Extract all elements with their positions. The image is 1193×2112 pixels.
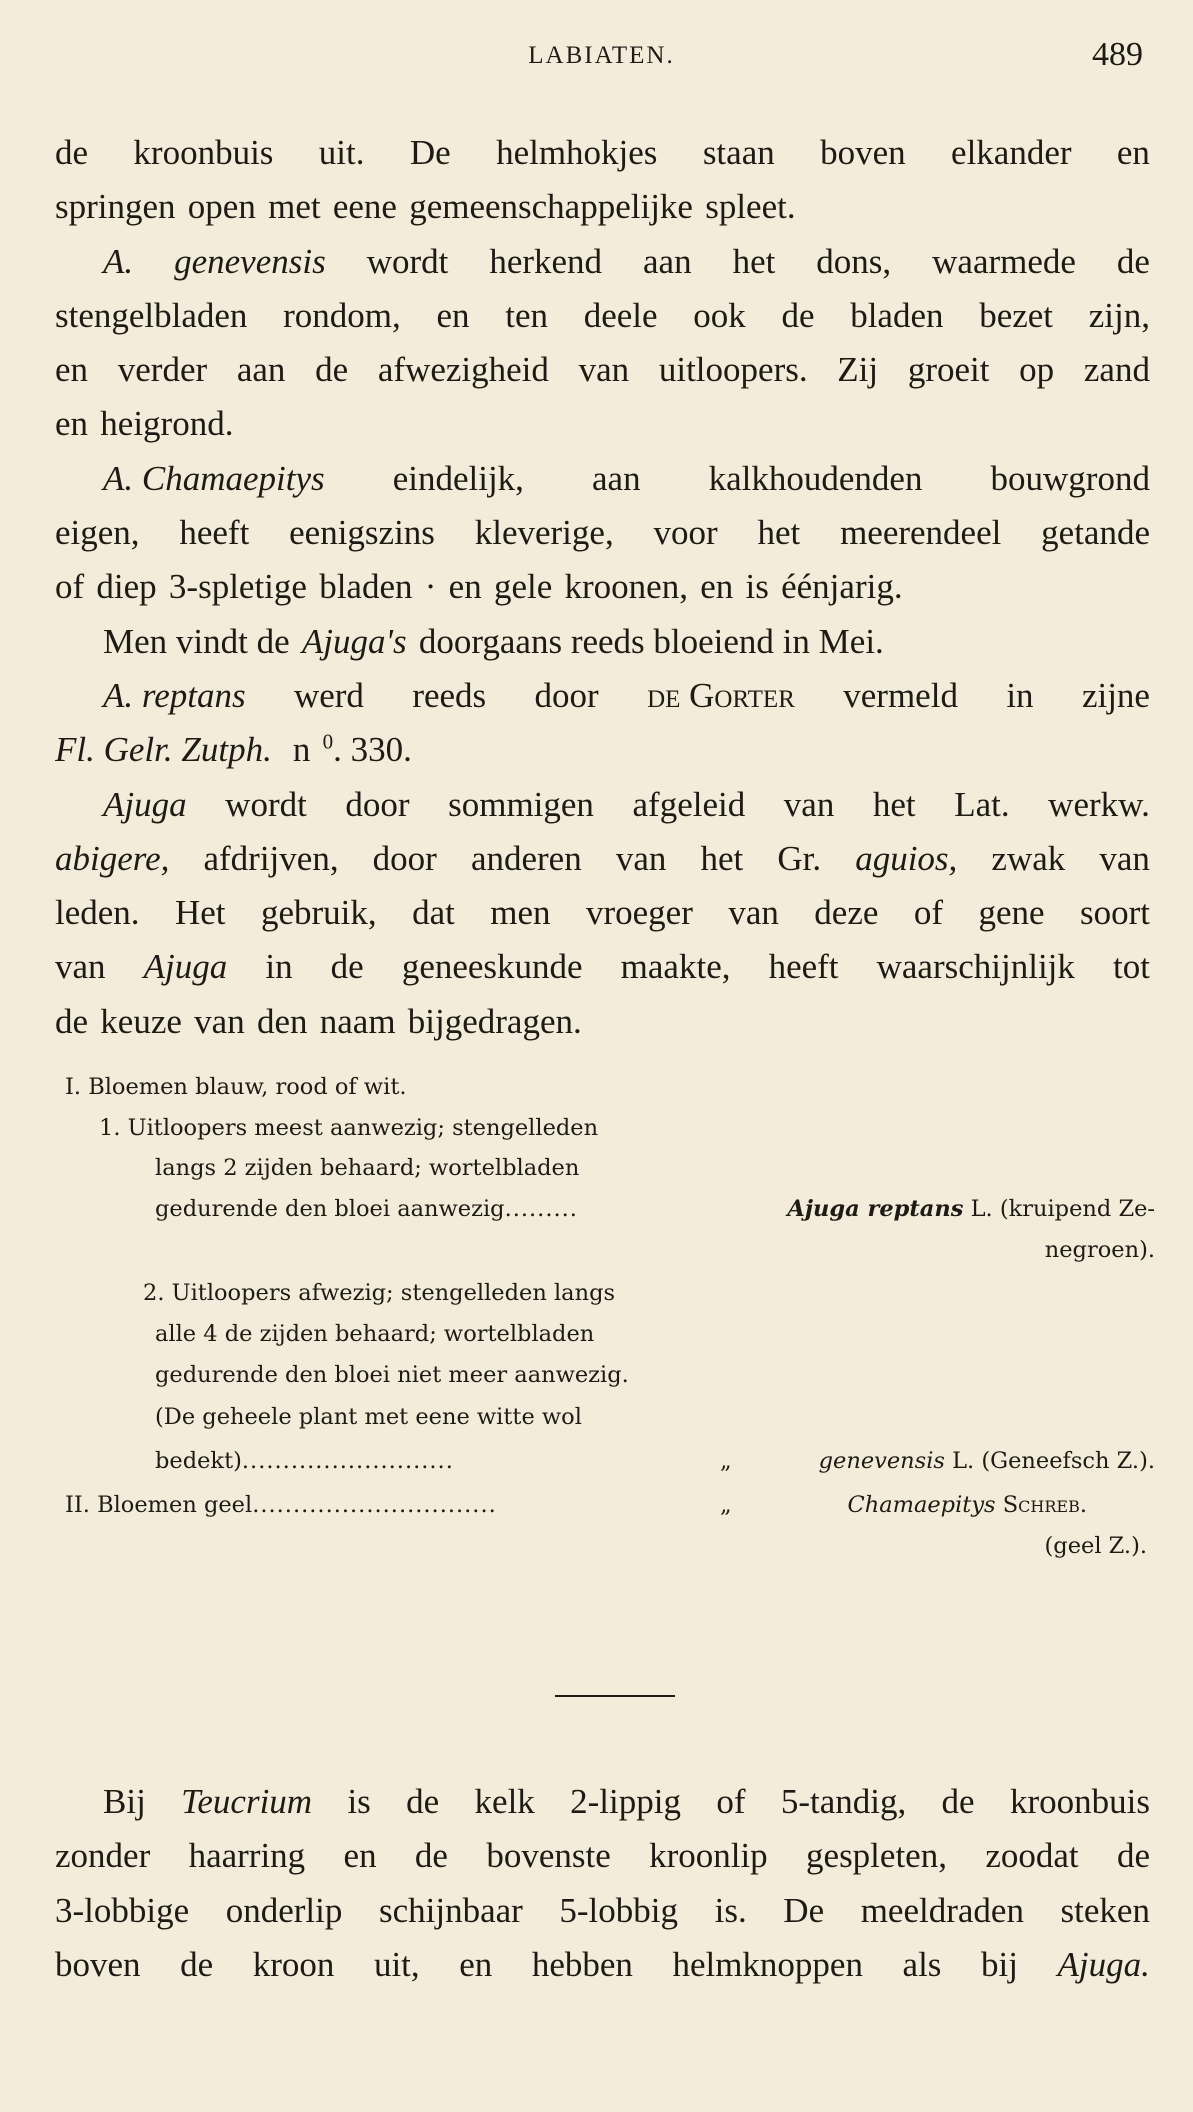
word: open	[187, 187, 256, 227]
word: ·	[424, 567, 437, 607]
key-text: 1. Uitloopers meest aanwezig; stengelleden	[99, 1115, 599, 1141]
word: eigen,	[55, 513, 140, 553]
word: zoodat	[985, 1836, 1079, 1876]
word: als	[902, 1944, 942, 1984]
word: staan	[702, 133, 775, 172]
word: de	[406, 1782, 440, 1821]
text-line	[55, 832, 1150, 886]
species-ref: A. reptans	[103, 675, 246, 715]
word: kleverige,	[474, 513, 614, 553]
text-line	[55, 1829, 1150, 1883]
key-text: II. Bloemen geel..............................	[65, 1492, 497, 1518]
text-run: doorgaans reeds bloeiend in Mei.	[418, 621, 884, 661]
word: door	[372, 838, 437, 878]
word: is	[347, 1782, 371, 1821]
word: keuze	[100, 1001, 182, 1041]
text-line	[55, 397, 1150, 451]
word: voor	[653, 513, 718, 553]
word: en	[55, 404, 89, 444]
text-run: Men vindt de	[103, 621, 290, 661]
word: werd	[293, 675, 364, 715]
word: de	[55, 1001, 89, 1041]
taxon-name: genevensis L. (Geneefsch Z.).	[818, 1448, 1155, 1474]
text-line	[55, 669, 1150, 723]
word: zonder	[55, 1836, 151, 1876]
word: spleet.	[705, 187, 796, 227]
word: en	[343, 1836, 377, 1876]
word: groeit	[907, 350, 990, 390]
word: 3-lobbige	[55, 1890, 190, 1930]
word: meerendeel	[840, 513, 1002, 553]
word: kroon	[252, 1944, 335, 1984]
text-line	[55, 723, 1150, 777]
word: zand	[1083, 350, 1150, 390]
species-ref: A. Chamaepitys	[103, 458, 325, 498]
word: eene	[332, 187, 397, 227]
key-text: 2. Uitloopers afwezig; stengelleden langs	[143, 1280, 616, 1306]
word: het	[872, 784, 916, 824]
word: Gr.	[777, 838, 822, 878]
identification-key	[65, 1074, 1155, 1574]
word: anderen	[470, 838, 582, 878]
species-name: genevensis	[174, 241, 326, 281]
word: aan	[236, 350, 286, 390]
word: het	[700, 838, 744, 878]
word: helmhokjes	[496, 133, 658, 172]
word: vroeger	[585, 893, 693, 933]
text-line	[55, 452, 1150, 506]
word: De	[409, 133, 451, 172]
word: kroonlip	[649, 1836, 768, 1876]
word: zijne	[1081, 675, 1150, 715]
word: bij	[981, 1944, 1018, 1984]
word: van	[194, 1001, 245, 1041]
word: diep	[96, 567, 157, 607]
word: de	[941, 1782, 975, 1821]
word: en	[436, 295, 470, 335]
word: werkw.	[1048, 784, 1150, 824]
chapter-title: LABIATEN.	[528, 42, 675, 69]
key-text: alle 4 de zijden behaard; wortelbladen	[155, 1321, 595, 1347]
word: afdrijven,	[203, 838, 339, 878]
word: dat	[412, 893, 455, 933]
word: naam	[319, 1001, 396, 1041]
genus-name: Teucrium	[181, 1782, 313, 1821]
greek-word: aguios,	[855, 838, 958, 878]
word: onderlip	[225, 1890, 343, 1930]
reference: Fl. Gelr. Zutph. n $^0$. 330.	[55, 729, 412, 770]
word: en	[1116, 133, 1150, 172]
word: waarmede	[932, 241, 1076, 281]
word: is	[745, 567, 769, 607]
word: elkander	[951, 133, 1072, 172]
word: kroonen,	[564, 567, 688, 607]
word: steken	[1060, 1890, 1150, 1930]
text-line	[55, 560, 1150, 614]
text-line	[55, 1884, 1150, 1938]
main-text-continued	[55, 1775, 1150, 1992]
key-row	[65, 1404, 1155, 1448]
word: gemeenschappelijke	[409, 187, 693, 227]
word: zwak	[991, 838, 1066, 878]
word: aan	[592, 458, 641, 498]
word: gespleten,	[806, 1836, 947, 1876]
word: bijgedragen.	[407, 1001, 582, 1041]
word: van	[55, 947, 106, 987]
word: Lat.	[954, 784, 1010, 824]
page-number: 489	[1092, 36, 1143, 73]
word: gele	[493, 567, 553, 607]
word: springen	[55, 187, 176, 227]
word: rondom,	[283, 295, 401, 335]
word: bezet	[979, 295, 1054, 335]
word: haarring	[188, 1836, 306, 1876]
word: den	[256, 1001, 308, 1041]
word: Zij	[837, 350, 879, 390]
taxon-name: (geel Z.).	[1044, 1533, 1147, 1559]
word: Bij	[103, 1782, 146, 1821]
word: heigrond.	[100, 404, 234, 444]
word: kroonbuis	[133, 133, 274, 172]
word: wordt	[366, 241, 449, 281]
key-row	[65, 1533, 1155, 1574]
word: in	[265, 947, 293, 987]
word: de	[55, 133, 89, 172]
word: eindelijk,	[392, 458, 524, 498]
genus-name: Ajuga	[103, 784, 187, 824]
word: afwezigheid	[377, 350, 549, 390]
word: boven	[55, 1944, 141, 1984]
species-abbr: A.	[103, 241, 134, 281]
word: schijnbaar	[378, 1890, 523, 1930]
word: 5-lobbig	[559, 1890, 678, 1930]
word: het	[732, 241, 776, 281]
word: van	[783, 784, 835, 824]
word: zijn,	[1088, 295, 1150, 335]
word: bladen	[850, 295, 944, 335]
word: geneeskunde	[401, 947, 583, 987]
key-row	[65, 1321, 1155, 1362]
word: reeds	[412, 675, 487, 715]
main-text	[55, 126, 1150, 1049]
word: of	[55, 567, 85, 607]
word: van	[728, 893, 779, 933]
genus-name: Ajuga's	[301, 621, 407, 661]
word: afgeleid	[632, 784, 746, 824]
taxon-name: Chamaepitys Schreb.	[847, 1492, 1087, 1518]
text-line	[55, 886, 1150, 940]
word: door	[345, 784, 410, 824]
word: in	[1006, 675, 1034, 715]
word: of	[716, 1782, 746, 1821]
word: 5-tandig,	[780, 1782, 907, 1821]
word: de	[315, 350, 349, 390]
word: met	[268, 187, 321, 227]
word: getande	[1041, 513, 1150, 553]
key-text: (De geheele plant met eene witte wol	[155, 1404, 582, 1430]
key-row	[65, 1362, 1155, 1404]
word: wordt	[225, 784, 307, 824]
author-name: de Gorter	[647, 675, 795, 715]
section-divider	[555, 1695, 675, 1697]
word: De	[783, 1890, 825, 1930]
word: tot	[1113, 947, 1150, 987]
word: boven	[820, 133, 906, 172]
word: sommigen	[448, 784, 594, 824]
key-row	[65, 1155, 1155, 1196]
word: de	[781, 295, 815, 335]
text-line	[55, 235, 1150, 289]
word: meeldraden	[860, 1890, 1024, 1930]
word: helmknoppen	[672, 1944, 863, 1984]
word: bouwgrond	[990, 458, 1150, 498]
word: en	[448, 567, 482, 607]
word: bovenste	[486, 1836, 611, 1876]
word: op	[1019, 350, 1055, 390]
key-row	[65, 1280, 1155, 1321]
text-line	[55, 1775, 1150, 1829]
word: of	[913, 893, 943, 933]
word: ook	[693, 295, 746, 335]
key-row	[65, 1448, 1155, 1492]
word: éénjarig.	[781, 567, 903, 607]
word: gebruik,	[260, 893, 377, 933]
word: is.	[714, 1890, 747, 1930]
word: door	[534, 675, 599, 715]
word: aan	[643, 241, 692, 281]
genus-name: Ajuga.	[1057, 1944, 1150, 1984]
word: vermeld	[843, 675, 958, 715]
word: van	[578, 350, 630, 390]
word: bladen	[319, 567, 413, 607]
word: Het	[174, 893, 226, 933]
word: de	[180, 1944, 214, 1984]
key-text: bedekt)..........................	[155, 1448, 454, 1474]
word: gene	[978, 893, 1045, 933]
text-line	[55, 126, 1150, 180]
word: kalkhoudenden	[708, 458, 923, 498]
word: van	[615, 838, 667, 878]
running-head	[50, 36, 1153, 82]
text-line	[55, 343, 1150, 397]
word: dons,	[816, 241, 892, 281]
word: hebben	[531, 1944, 633, 1984]
word: stengelbladen	[55, 295, 248, 335]
taxon-name: negroen).	[1044, 1237, 1155, 1263]
word: de	[1116, 1836, 1150, 1876]
genus-name: Ajuga	[143, 947, 228, 987]
text-line	[55, 1938, 1150, 1992]
word: het	[757, 513, 801, 553]
ditto-mark: „	[720, 1448, 732, 1474]
text-line	[55, 180, 1150, 234]
word: deze	[814, 893, 879, 933]
word: en	[700, 567, 734, 607]
word: de	[414, 1836, 448, 1876]
word: de	[330, 947, 364, 987]
key-text: I. Bloemen blauw, rood of wit.	[65, 1074, 407, 1100]
key-row	[65, 1237, 1155, 1280]
text-line	[55, 778, 1150, 832]
word: uitloopers.	[658, 350, 808, 390]
text-line	[55, 289, 1150, 343]
latin-word: abigere,	[55, 838, 170, 878]
word: maakte,	[620, 947, 731, 987]
text-line	[55, 615, 1150, 669]
word: 2-lippig	[570, 1782, 681, 1821]
word: kelk	[474, 1782, 535, 1821]
key-text: gedurende den bloei aanwezig.........	[155, 1196, 578, 1222]
word: heeft	[179, 513, 250, 553]
word: en	[459, 1944, 493, 1984]
key-row	[65, 1074, 1155, 1115]
word: kroonbuis	[1009, 1782, 1150, 1821]
word: heeft	[768, 947, 839, 987]
ditto-mark: „	[720, 1492, 732, 1518]
word: van	[1099, 838, 1150, 878]
word: waarschijnlijk	[876, 947, 1075, 987]
word: men	[490, 893, 551, 933]
text-line	[55, 506, 1150, 560]
key-text: gedurende den bloei niet meer aanwezig.	[155, 1362, 629, 1388]
word: de	[1116, 241, 1150, 281]
key-text: langs 2 zijden behaard; wortelbladen	[155, 1155, 580, 1181]
word: soort	[1079, 893, 1150, 933]
key-row	[65, 1492, 1155, 1533]
word: deele	[583, 295, 658, 335]
word: herkend	[489, 241, 603, 281]
taxon-name: Ajuga reptans L. (kruipend Ze-	[787, 1196, 1155, 1222]
key-row	[65, 1115, 1155, 1155]
word: uit,	[373, 1944, 420, 1984]
text-line	[55, 995, 1150, 1049]
word: verder	[117, 350, 208, 390]
word: ten	[505, 295, 548, 335]
word: uit.	[318, 133, 365, 172]
word: en	[55, 350, 89, 390]
key-row	[65, 1196, 1155, 1237]
word: 3-spletige	[168, 567, 307, 607]
word: eenigszins	[289, 513, 435, 553]
text-line	[55, 940, 1150, 994]
word: leden.	[55, 893, 140, 933]
